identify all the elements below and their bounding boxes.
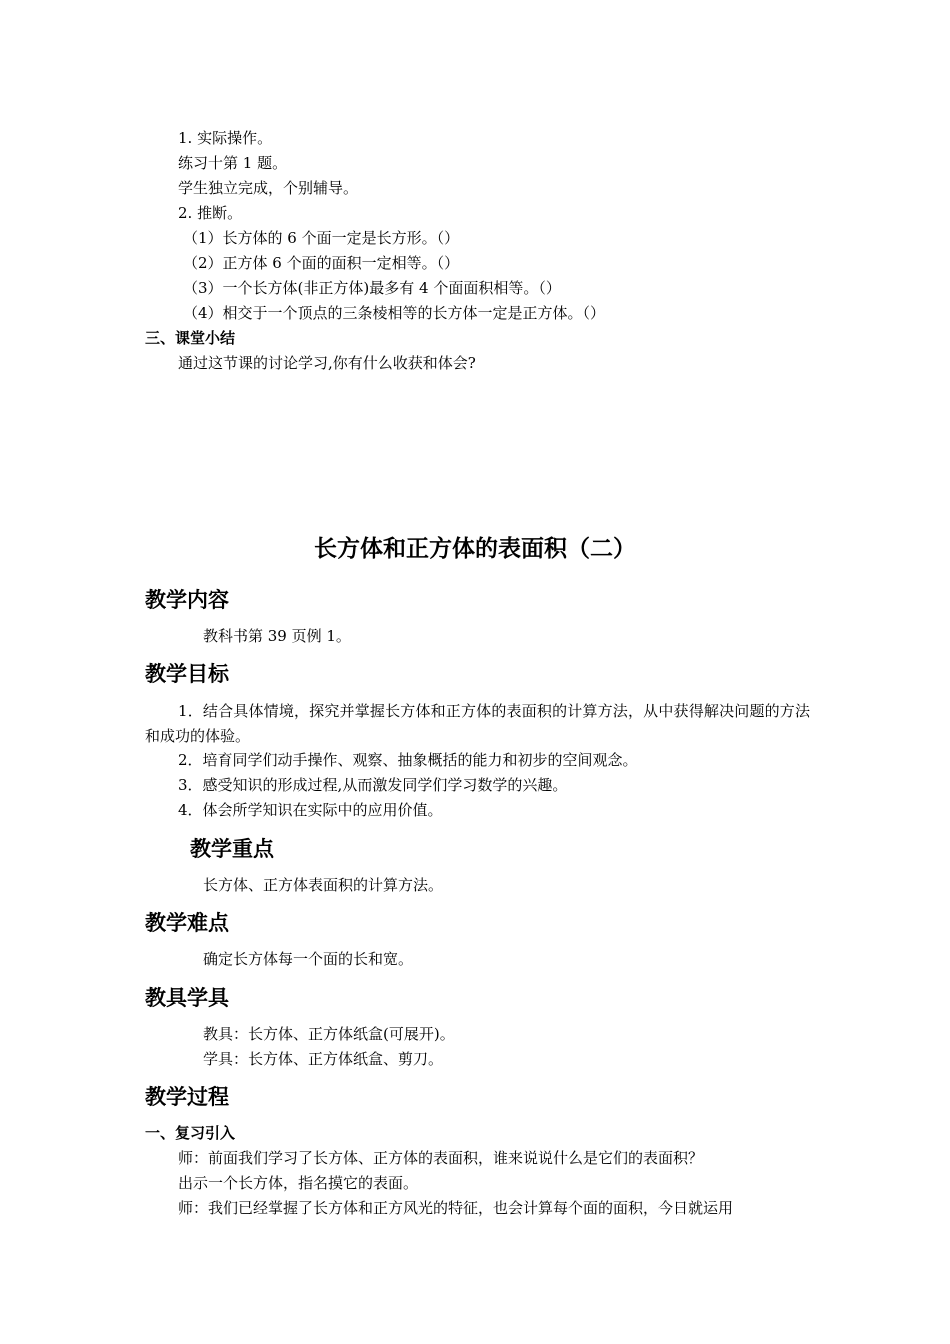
judge-item-3: （3）一个长方体(非正方体)最多有 4 个面面积相等。（） (183, 279, 561, 297)
goal-4: 4．体会所学知识在实际中的应用价值。 (178, 801, 443, 819)
lesson-title: 长方体和正方体的表面积（二） (314, 536, 636, 562)
content-heading: 教学内容 (145, 588, 229, 612)
difficulty-text: 确定长方体每一个面的长和宽。 (203, 950, 414, 968)
practice-note: 学生独立完成，个别辅导。 (178, 179, 359, 197)
practice-item-1: 1. 实际操作。 (178, 129, 273, 147)
key-heading: 教学重点 (190, 837, 274, 861)
practice-item-2: 2. 推断。 (178, 204, 243, 222)
summary-heading: 三、课堂小结 (145, 329, 236, 347)
review-line-1: 师：前面我们学习了长方体、正方体的表面积，谁来说说什么是它们的表面积？ (178, 1149, 704, 1167)
process-heading: 教学过程 (145, 1085, 229, 1109)
content-text: 教科书第 39 页例 1。 (203, 627, 351, 645)
judge-item-4: （4）相交于一个顶点的三条棱相等的长方体一定是正方体。（） (183, 304, 606, 322)
goal-1: 1．结合具体情境，探究并掌握长方体和正方体的表面积的计算方法，从中获得解决问题的方法和成功的体验。 (145, 702, 810, 745)
summary-text: 通过这节课的讨论学习,你有什么收获和体会? (178, 354, 476, 372)
judge-item-1: （1）长方体的 6 个面一定是长方形。（） (183, 229, 460, 247)
goals-heading: 教学目标 (145, 662, 229, 686)
difficulty-heading: 教学难点 (145, 911, 229, 935)
review-line-3: 师：我们已经掌握了长方体和正方风光的特征，也会计算每个面的面积，今日就运用 (178, 1199, 734, 1217)
goal-3: 3．感受知识的形成过程,从而激发同学们学习数学的兴趣。 (178, 776, 568, 794)
tools-heading: 教具学具 (145, 986, 229, 1010)
tools-student: 学具：长方体、正方体纸盒、剪刀。 (203, 1050, 444, 1068)
judge-item-2: （2）正方体 6 个面的面积一定相等。（） (183, 254, 460, 272)
review-heading: 一、复习引入 (145, 1124, 236, 1142)
review-line-2: 出示一个长方体，指名摸它的表面。 (178, 1174, 419, 1192)
key-text: 长方体、正方体表面积的计算方法。 (203, 876, 444, 894)
goal-2: 2．培育同学们动手操作、观察、抽象概括的能力和初步的空间观念。 (178, 751, 638, 769)
tools-teacher: 教具：长方体、正方体纸盒(可展开)。 (203, 1025, 455, 1043)
exercise-reference: 练习十第 1 题。 (178, 154, 288, 172)
